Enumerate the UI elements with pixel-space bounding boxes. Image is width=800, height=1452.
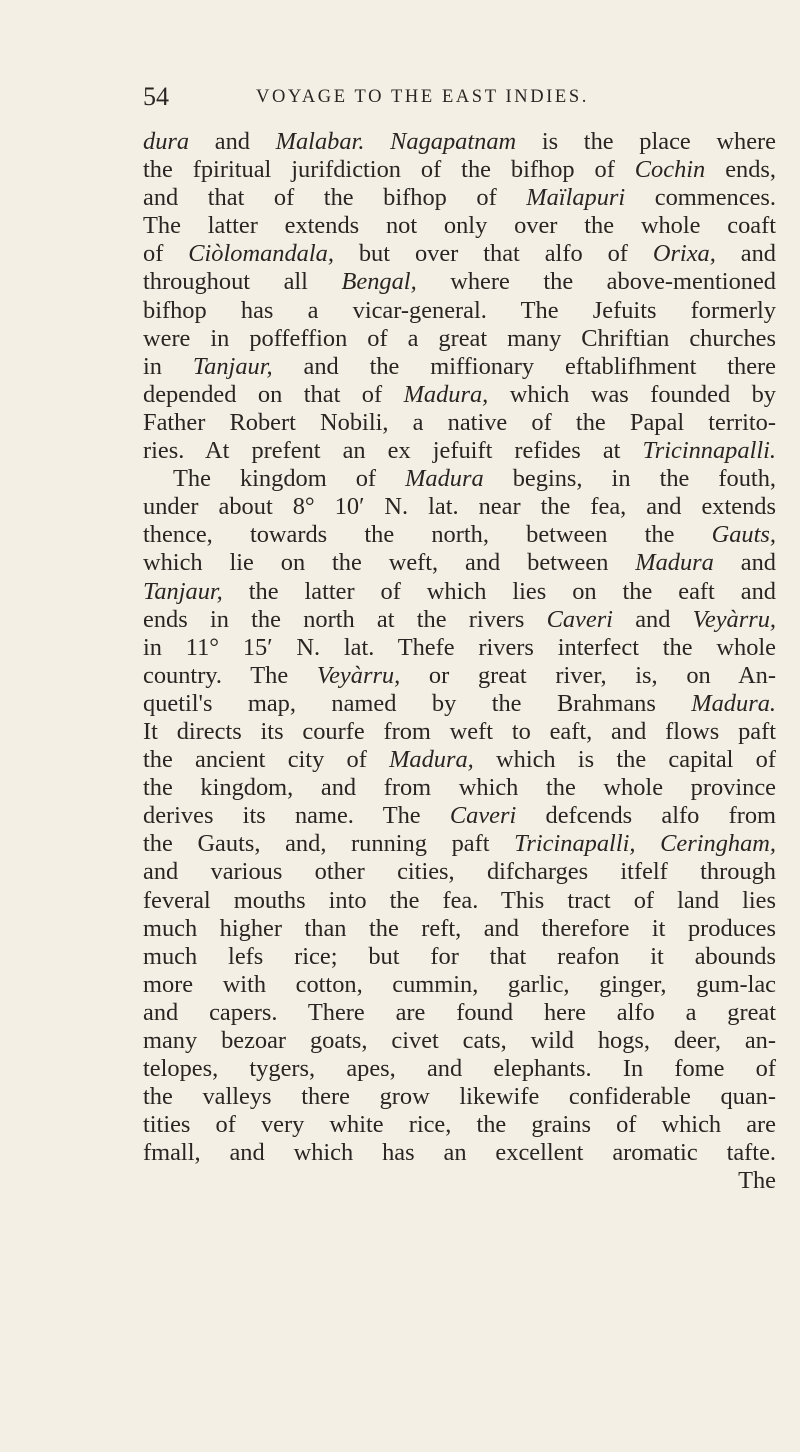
text-run: which is the capital of	[473, 746, 776, 774]
italic-term: Madura	[635, 549, 714, 577]
text-line	[143, 325, 776, 353]
text-run: and	[715, 240, 776, 268]
text-line	[143, 746, 776, 774]
text-run: under about 8° 10′ N. lat. near the fea, and extends	[143, 493, 776, 521]
text-line	[143, 437, 776, 465]
text-run: which lie on the weft, and between	[143, 549, 636, 577]
italic-term: Tricinapalli,	[514, 830, 636, 858]
text-run: bifhop has a vicar-general. The Jefuits formerly	[143, 296, 776, 324]
text-run: fmall, and which has an excellent aromatic tafte.	[143, 1139, 776, 1167]
text-run: The	[738, 1167, 776, 1195]
text-line	[143, 297, 776, 325]
text-run: the valleys there grow likewife confiderable quan-	[143, 1083, 776, 1111]
text-run: but over that alfo of	[333, 240, 653, 268]
page-number: 54	[143, 82, 169, 111]
text-run: which was founded by	[488, 380, 776, 408]
text-run: Father Robert Nobili, a native of the Papal territo-	[143, 408, 776, 436]
text-run: and capers. There are found here alfo a great	[143, 998, 776, 1026]
text-line	[143, 774, 776, 802]
text-line	[143, 381, 776, 409]
italic-term: Orixa,	[652, 240, 716, 268]
text-line	[143, 858, 776, 886]
text-run: ends in the north at the rivers	[143, 605, 547, 633]
text-line	[143, 493, 776, 521]
body-text	[143, 128, 783, 1196]
italic-term: Veyàrru,	[316, 661, 401, 689]
text-line	[143, 943, 776, 971]
italic-term: Madura.	[691, 689, 776, 717]
text-line	[143, 1139, 776, 1167]
text-line	[143, 915, 776, 943]
text-line	[143, 718, 776, 746]
text-run: thence, towards the north, between the	[143, 521, 712, 549]
text-line	[143, 887, 776, 915]
text-run: of	[143, 240, 189, 268]
italic-term: Caveri	[546, 605, 613, 633]
text-run: throughout all	[143, 268, 342, 296]
italic-term: Ceringham,	[660, 830, 776, 858]
text-run: derives its name. The	[143, 802, 450, 830]
text-line	[143, 999, 776, 1027]
text-run: or great river, is, on An-	[400, 661, 776, 689]
text-run: where the above-mentioned	[416, 268, 776, 296]
italic-term: Madura	[405, 465, 484, 493]
italic-term: Tanjaur,	[192, 352, 273, 380]
italic-term: Maïlapuri	[526, 184, 626, 212]
text-run: much lefs rice; but for that reafon it abounds	[143, 942, 776, 970]
text-run: begins, in the fouth,	[483, 465, 776, 493]
text-run: feveral mouths into the fea. This tract of land lies	[143, 886, 776, 914]
text-line	[143, 184, 776, 212]
text-line	[143, 662, 776, 690]
text-run: depended on that of	[143, 380, 404, 408]
text-run: ends,	[705, 156, 776, 184]
text-run: country. The	[143, 661, 317, 689]
text-line	[143, 353, 776, 381]
italic-term: Veyàrru,	[692, 605, 776, 633]
text-line	[143, 1111, 776, 1139]
italic-term: Madura,	[389, 746, 474, 774]
text-line	[143, 212, 776, 240]
text-run: telopes, tygers, apes, and elephants. In fome of	[143, 1055, 776, 1083]
text-run: and that of the bifhop of	[143, 184, 527, 212]
text-run: ries. At prefent an ex jefuift refides at	[143, 437, 643, 465]
text-line	[143, 549, 776, 577]
italic-term: Malabar.	[275, 128, 365, 155]
italic-term: Ciòlomandala,	[188, 240, 334, 268]
text-line	[143, 606, 776, 634]
text-line	[143, 1027, 776, 1055]
text-run: defcends alfo from	[516, 802, 776, 830]
text-run: It directs its courfe from weft to eaft, and flows paft	[143, 717, 776, 745]
text-run: is the place where	[516, 128, 776, 155]
text-line	[143, 690, 776, 718]
text-line	[143, 521, 776, 549]
page-header	[143, 82, 663, 112]
text-run: The kingdom of	[173, 465, 406, 493]
text-line	[143, 1083, 776, 1111]
text-run: the Gauts, and, running paft	[143, 830, 515, 858]
text-run: quetil's map, named by the Brahmans	[143, 689, 692, 717]
text-run: more with cotton, cummin, garlic, ginger, gum-lac	[143, 970, 776, 998]
text-run: in 11° 15′ N. lat. Thefe rivers interfect the whole	[143, 633, 776, 661]
text-run: and the miffionary eftablifhment there	[272, 352, 776, 380]
italic-term: Nagapatnam	[390, 128, 517, 155]
italic-term: Tanjaur,	[143, 577, 223, 605]
text-line	[143, 1055, 776, 1083]
italic-term: dura	[143, 128, 190, 155]
italic-term: Caveri	[449, 802, 517, 830]
text-run: the fpiritual jurifdiction of the bifhop of	[143, 156, 635, 184]
text-run: the kingdom, and from which the whole province	[143, 774, 776, 802]
text-line	[143, 971, 776, 999]
italic-term: Bengal,	[341, 268, 417, 296]
text-run	[635, 830, 660, 857]
text-line	[143, 634, 776, 662]
text-run: the ancient city of	[143, 746, 390, 774]
text-line	[143, 409, 776, 437]
text-run: and	[713, 549, 776, 577]
text-run: much higher than the reft, and therefore it produces	[143, 914, 776, 942]
text-run: tities of very white rice, the grains of which are	[143, 1111, 776, 1139]
text-line	[143, 156, 776, 184]
text-line	[143, 465, 776, 493]
text-line	[143, 1167, 776, 1195]
text-line	[143, 578, 776, 606]
text-run: and various other cities, difcharges itfelf through	[143, 858, 776, 886]
text-run: were in poffeffion of a great many Chriftian churches	[143, 324, 776, 352]
text-run: commences.	[625, 184, 776, 212]
text-run	[364, 128, 390, 155]
text-run: the latter of which lies on the eaft and	[222, 577, 776, 605]
text-line	[143, 240, 776, 268]
running-head: VOYAGE TO THE EAST INDIES.	[256, 87, 589, 107]
italic-term: Gauts,	[711, 521, 776, 549]
text-line	[143, 830, 776, 858]
italic-term: Madura,	[403, 380, 489, 408]
text-line	[143, 802, 776, 830]
text-run: and	[612, 605, 693, 633]
text-line	[143, 128, 776, 156]
text-run: The latter extends not only over the whole coaft	[143, 212, 776, 240]
text-run: many bezoar goats, civet cats, wild hogs, deer, an-	[143, 1027, 776, 1054]
text-line	[143, 268, 776, 296]
text-run: and	[189, 128, 276, 155]
italic-term: Tricinnapalli.	[642, 437, 776, 465]
text-run: in	[143, 352, 193, 380]
italic-term: Cochin	[634, 156, 706, 184]
